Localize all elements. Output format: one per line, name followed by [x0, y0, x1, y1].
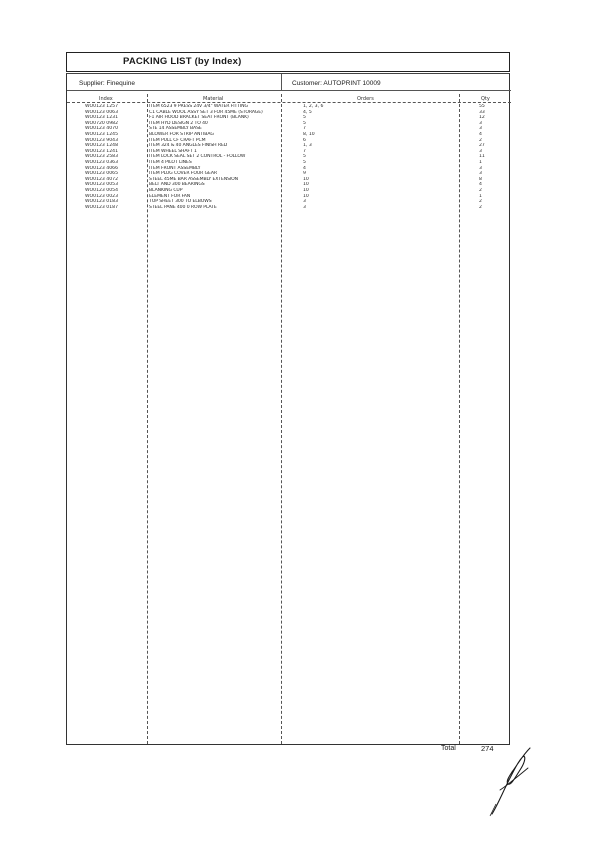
cell-material: ITEM PULL CF CRAFT PCM — [149, 137, 206, 143]
cell-qty: 2 — [479, 199, 482, 205]
cell-index: WO0123 9043 — [85, 137, 118, 143]
cell-orders: 1, 3 — [303, 143, 312, 149]
cell-qty: 33 — [479, 109, 485, 115]
cell-orders: 9 — [303, 171, 306, 177]
cell-orders: 5 — [303, 115, 306, 121]
cell-index: WO0123 0063 — [85, 109, 118, 115]
cell-material: ITEM 4 PILOT LINES — [149, 159, 192, 165]
cell-qty: 8 — [479, 176, 482, 182]
column-header-index: Index — [99, 96, 113, 102]
cell-index: WO0123 0053 — [85, 182, 118, 188]
cell-orders: 3 — [303, 204, 306, 210]
cell-index: WO0123 0363 — [85, 159, 118, 165]
cell-material: ITEM HYD DESIGN 2 TO 40 — [149, 120, 208, 126]
supplier-label: Supplier: Finequine — [79, 80, 136, 87]
cell-orders: 4 — [303, 165, 306, 171]
column-header-orders: Orders — [357, 96, 374, 102]
total-value: 274 — [481, 744, 494, 753]
handwritten-signature — [478, 742, 538, 822]
cell-qty: 3 — [479, 148, 482, 154]
cell-qty: 3 — [479, 171, 482, 177]
cell-index: WO0720 0982 — [85, 120, 118, 126]
cell-material: ITEM 324 & 40 ANGLES FINISH RED — [149, 143, 228, 149]
cell-material: ITEM 6523 9 PRESS 24V 3/4" WATER FITTING — [149, 104, 248, 109]
cell-qty: 2 — [479, 204, 482, 210]
cell-qty: 1 — [479, 159, 482, 165]
cell-index: WO0123 1241 — [85, 148, 118, 154]
cell-index: WO0123 1248 — [85, 143, 118, 149]
cell-material: ITEM LOCK SEAL SET 2 CONTROL - FOLLOW — [149, 154, 246, 160]
column-header-qty: Qty — [481, 96, 490, 102]
cell-index: WO0123 2583 — [85, 154, 118, 160]
cell-material: STEEL 45ME BAR ASSEMBLY EXTENSION — [149, 176, 239, 182]
cell-index: WO0123 4072 — [85, 176, 118, 182]
cell-qty: 55 — [479, 104, 485, 109]
cell-qty: 4 — [479, 182, 482, 188]
cell-material: ITEM PLUG COVER FOUR GEAR — [149, 171, 217, 177]
cell-index: WO0123 4070 — [85, 126, 118, 132]
cell-qty: 1 — [479, 193, 482, 199]
cell-qty: 4 — [479, 131, 482, 137]
cell-orders: 10 — [303, 176, 309, 182]
total-label: Total — [441, 745, 456, 752]
table-row — [67, 205, 511, 211]
customer-label: Customer: AUTOPRINT 10009 — [292, 80, 381, 87]
header-column-divider — [281, 74, 282, 90]
cell-qty: 2 — [479, 187, 482, 193]
cell-index: WO0123 0183 — [85, 199, 118, 205]
cell-orders: 7 — [303, 148, 306, 154]
cell-index: WO0123 0187 — [85, 204, 118, 210]
cell-index: WO0123 1257 — [85, 104, 118, 109]
cell-material: BLOWER FOR STRIP ANTIBAG — [149, 131, 214, 137]
cell-qty: 12 — [479, 115, 485, 121]
cell-material: C1 CABLE WOOL ASSY SET 3 FOR 45ME (STORAGE) — [149, 109, 263, 115]
cell-orders: 10 — [303, 193, 309, 199]
cell-index: WO0123 1245 — [85, 131, 118, 137]
cell-orders: 10 — [303, 187, 309, 193]
cell-index: WO0123 0065 — [85, 171, 118, 177]
cell-material: TOP SHEET 300 TO ELBOWS — [149, 199, 212, 205]
cell-orders: 8, 10 — [303, 131, 315, 137]
cell-material: STEEL PANE 400 0 ROW PLATE — [149, 204, 217, 210]
page-title: PACKING LIST (by Index) — [123, 56, 242, 67]
cell-orders: 6 — [303, 137, 306, 143]
packing-table — [66, 73, 510, 745]
cell-orders: 5 — [303, 154, 306, 160]
cell-material: BELT AND 300 BEARINGS — [149, 182, 205, 188]
cell-index: WO0123 0054 — [85, 187, 118, 193]
cell-qty: 3 — [479, 120, 482, 126]
cell-orders: 1, 2, 3, 6 — [303, 104, 324, 109]
column-header-material: Material — [203, 96, 224, 102]
cell-material: F1 AIR HOOD BRACKET SEAT FRONT (BLANK) — [149, 115, 249, 121]
cell-material: ITEM FRONT ASSEMBLY — [149, 165, 201, 171]
cell-qty: 27 — [479, 143, 485, 149]
cell-qty: 3 — [479, 126, 482, 132]
cell-qty: 2 — [479, 137, 482, 143]
cell-qty: 11 — [479, 154, 485, 160]
cell-orders: 3 — [303, 199, 306, 205]
cell-material: ELEMENT FOR FAN — [149, 193, 191, 199]
cell-orders: 5 — [303, 159, 306, 165]
header-divider — [67, 90, 511, 91]
cell-index: WO0123 1231 — [85, 115, 118, 121]
cell-orders: 7 — [303, 126, 306, 132]
cell-material: BLANKING CUP — [149, 187, 183, 193]
cell-qty: 3 — [479, 165, 482, 171]
cell-index: WO0123 4066 — [85, 165, 118, 171]
title-box — [66, 52, 510, 72]
column-header-underline — [67, 102, 511, 103]
cell-orders: 4, 5 — [303, 109, 312, 115]
cell-orders: 5 — [303, 120, 306, 126]
cell-orders: 10 — [303, 182, 309, 188]
cell-material: STE 14 ASSEMBLY BASE — [149, 126, 202, 132]
table-body — [67, 104, 511, 210]
cell-index: WO0123 0023 — [85, 193, 118, 199]
cell-material: ITEM WHEEL SHAFT 1 — [149, 148, 197, 154]
